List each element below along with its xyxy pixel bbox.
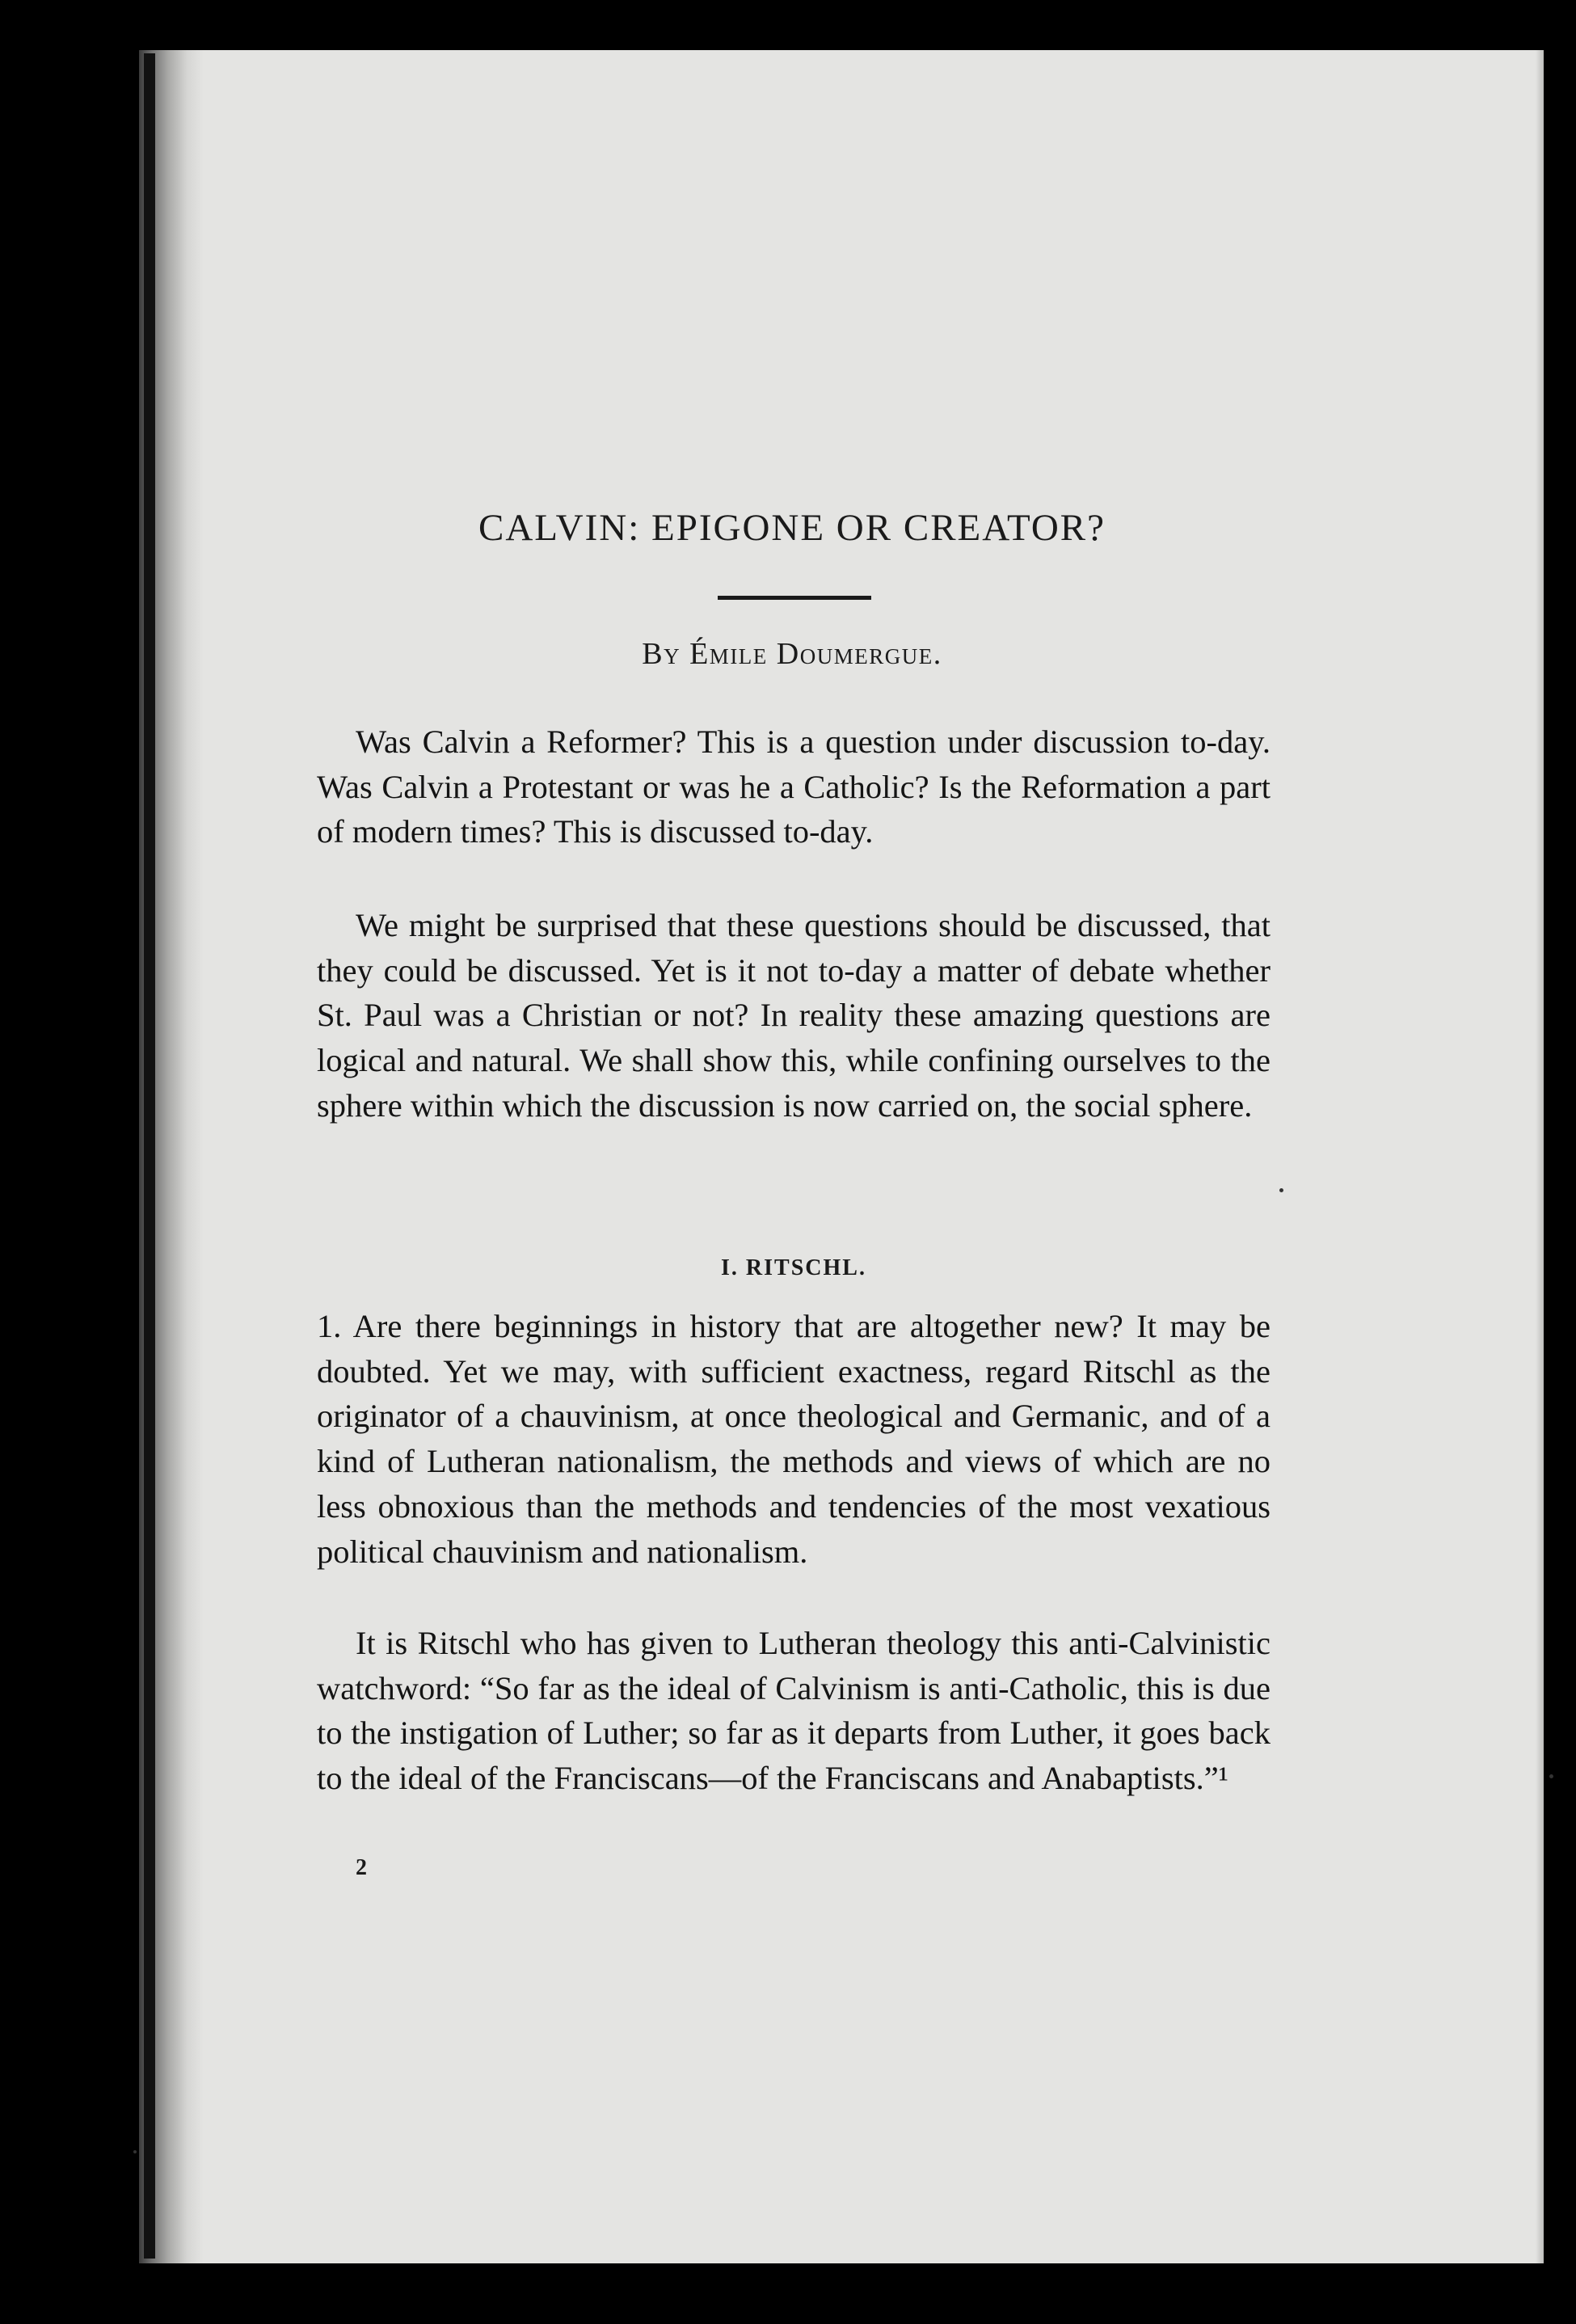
ink-speck bbox=[1279, 1188, 1283, 1192]
title-rule bbox=[718, 596, 871, 600]
gutter-line bbox=[144, 53, 155, 2259]
page-number: 2 bbox=[356, 1855, 367, 1880]
article-title: CALVIN: EPIGONE OR CREATOR? bbox=[478, 507, 1106, 549]
section-paragraph-1: 1. Are there beginnings in history that are altogether new? It may be doubted. Yet we may, with sufficient exactness, regard Ritschl as the originator of a chauvinism, at once theological and Germanic, and of a kind of Lutheran nationalism, the methods and views of which are no less obnoxious than the methods and tendencies of the most vexatious political chauvinism and nationalism. bbox=[317, 1308, 1270, 1570]
section-heading: I. RITSCHL. bbox=[721, 1255, 866, 1280]
page-edge bbox=[1536, 50, 1544, 2263]
paragraph-1: Was Calvin a Reformer? This is a question under discussion to-day. Was Calvin a Protestant or was he a Catholic? Is the Reformation a part of modern times? This is discussed to-day. bbox=[317, 723, 1270, 850]
book-page bbox=[141, 50, 1544, 2263]
article-byline: By Émile Doumergue. bbox=[642, 637, 942, 671]
ink-speck bbox=[133, 2150, 137, 2153]
paragraph-2: We might be surprised that these questions should be discussed, that they could be discussed. Yet is it not to-day a matter of debate whether St. Paul was a Christian or not? In reality these amazing questions are logical and natural. We shall show this, while confining ourselves to the sphere within which the discussion is now carried on, the social sphere. bbox=[317, 907, 1270, 1124]
section-paragraph-2: It is Ritschl who has given to Lutheran theology this anti-Calvinistic watchword: “So far as the ideal of Calvinism is anti-Catholic, this is due to the instigation of Luther; so far as it departs from Luther, it goes back to the ideal of the Franciscans—of the Franciscans and Anabaptists.”¹ bbox=[317, 1625, 1270, 1797]
ink-speck bbox=[1549, 1774, 1553, 1778]
